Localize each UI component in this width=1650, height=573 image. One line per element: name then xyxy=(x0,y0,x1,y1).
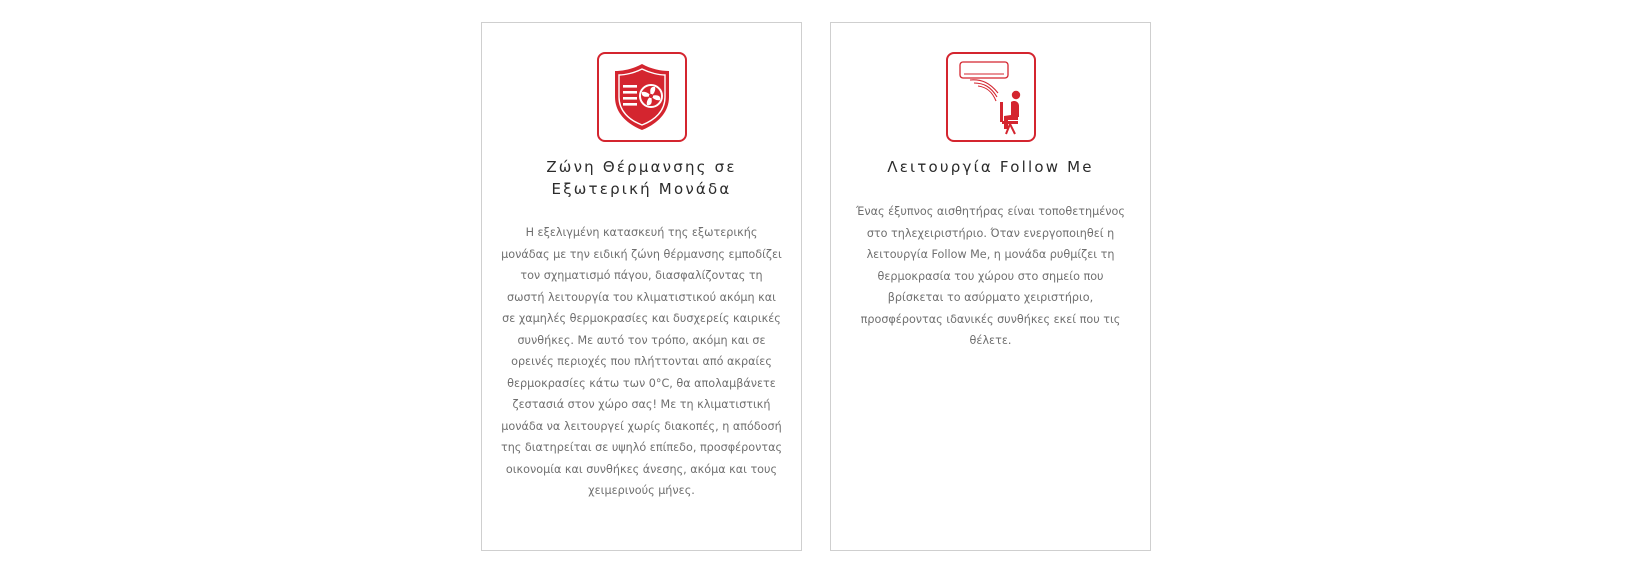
feature-title: Λειτουργία Follow Me xyxy=(887,158,1094,176)
feature-card-heating-zone xyxy=(481,22,802,551)
feature-icon-frame xyxy=(946,52,1036,142)
ac-person-seated-icon xyxy=(952,57,1030,137)
shield-fan-icon xyxy=(611,61,673,133)
feature-description: Η εξελιγμένη κατασκευή της εξωτερικής μονάδας με την ειδική ζώνη θέρμανσης εμποδίζει τον σχηματισμό πάγου, διασφαλίζοντας τη σωστή λειτουργία του κλιματιστικού ακόμη και σε χαμηλές θερμοκρασίες και δυσχερείς καιρικές συνθήκες. Με αυτό τον τρόπο, ακόμη και σε ορεινές περιοχές που πλήττονται από ακραίες θερμοκρασίες κάτω των 0°C, θα απολαμβάνετε ζεστασιά στον χώρο σας! Με τη κλιματιστική μονάδα να λειτουργεί χωρίς διακοπές, η απόδοσή της διατηρείται σε υψηλό επίπεδο, προσφέροντας οικονομία και συνθήκες άνεσης, ακόμα και τους χειμερινούς μήνες. xyxy=(500,226,783,497)
feature-description: Ένας έξυπνος αισθητήρας είναι τοποθετημένος στο τηλεχειριστήριο. Όταν ενεργοποιηθεί η λειτουργία Follow Me, η μονάδα ρυθμίζει τη θερμοκρασία του χώρου στο σημείο που βρίσκεται το ασύρματο χειριστήριο, προσφέροντας ιδανικές συνθήκες εκεί που τις θέλετε. xyxy=(856,205,1125,347)
feature-icon-frame xyxy=(597,52,687,142)
feature-title: Ζώνη Θέρμανσης σε Εξωτερική Μονάδα xyxy=(546,158,737,198)
feature-card-follow-me xyxy=(830,22,1151,551)
